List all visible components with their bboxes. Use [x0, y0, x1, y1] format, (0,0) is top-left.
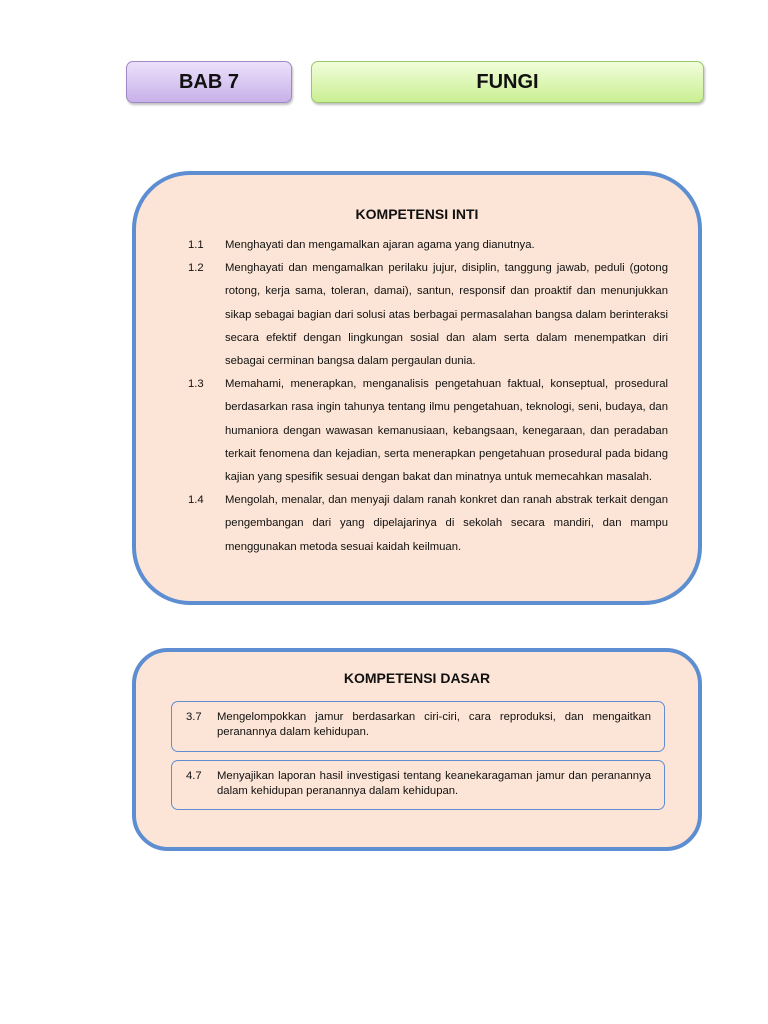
list-item	[188, 373, 668, 489]
chapter-title: FUNGI	[311, 61, 704, 103]
item-text: Menghayati dan mengamalkan ajaran agama yang dianutnya.	[225, 239, 535, 251]
item-number: 1.1	[188, 239, 204, 251]
item-number: 3.7	[186, 711, 202, 723]
item-number: 4.7	[186, 770, 202, 782]
kompetensi-inti-panel	[132, 171, 702, 605]
item-text: Menghayati dan mengamalkan perilaku jujur, disiplin, tanggung jawab, peduli (gotong rotong, kerja sama, toleran, damai), santun, responsif dan proaktif dan menunjukkan sikap sebagai bagian dari solusi atas berbagai permasalahan bangsa dalam berinteraksi secara efektif dengan lingkungan sosial dan alam serta dalam menempatkan diri sebagai cerminan bangsa dalam pergaulan dunia.	[225, 262, 668, 368]
item-number: 1.4	[188, 494, 204, 507]
list-item	[188, 234, 668, 257]
list-item	[171, 701, 665, 752]
item-number: 1.3	[188, 378, 204, 391]
item-text: Mengolah, menalar, dan menyaji dalam ranah konkret dan ranah abstrak terkait dengan pengembangan dari yang dipelajarinya di sekolah secara mandiri, dan mampu menggunakan metoda sesuai kaidah keilmuan.	[225, 494, 668, 553]
list-item	[188, 489, 668, 559]
item-text: Memahami, menerapkan, menganalisis pengetahuan faktual, konseptual, prosedural berdasarkan rasa ingin tahunya tentang ilmu pengetahuan, teknologi, seni, budaya, dan humaniora dengan wawasan kemanusiaan, kebangsaan, kenegaraan, dan peradaban terkait fenomena dan kejadian, serta menerapkan pengetahuan prosedural pada bidang kajian yang spesifik sesuai dengan bakat dan minatnya untuk memecahkan masalah.	[225, 378, 668, 484]
kompetensi-inti-list	[188, 234, 668, 559]
item-text: Mengelompokkan jamur berdasarkan ciri-ciri, cara reproduksi, dan mengaitkan peranannya dalam kehidupan.	[217, 711, 651, 738]
item-number: 1.2	[188, 262, 204, 275]
item-text: Menyajikan laporan hasil investigasi tentang keanekaragaman jamur dan peranannya dalam kehidupan peranannya dalam kehidupan.	[217, 770, 651, 797]
kompetensi-dasar-title: KOMPETENSI DASAR	[343, 670, 491, 686]
list-item	[188, 257, 668, 373]
list-item	[171, 760, 665, 810]
kompetensi-dasar-panel	[132, 648, 702, 851]
chapter-label: BAB 7	[126, 61, 292, 103]
kompetensi-inti-title: KOMPETENSI INTI	[355, 206, 479, 222]
